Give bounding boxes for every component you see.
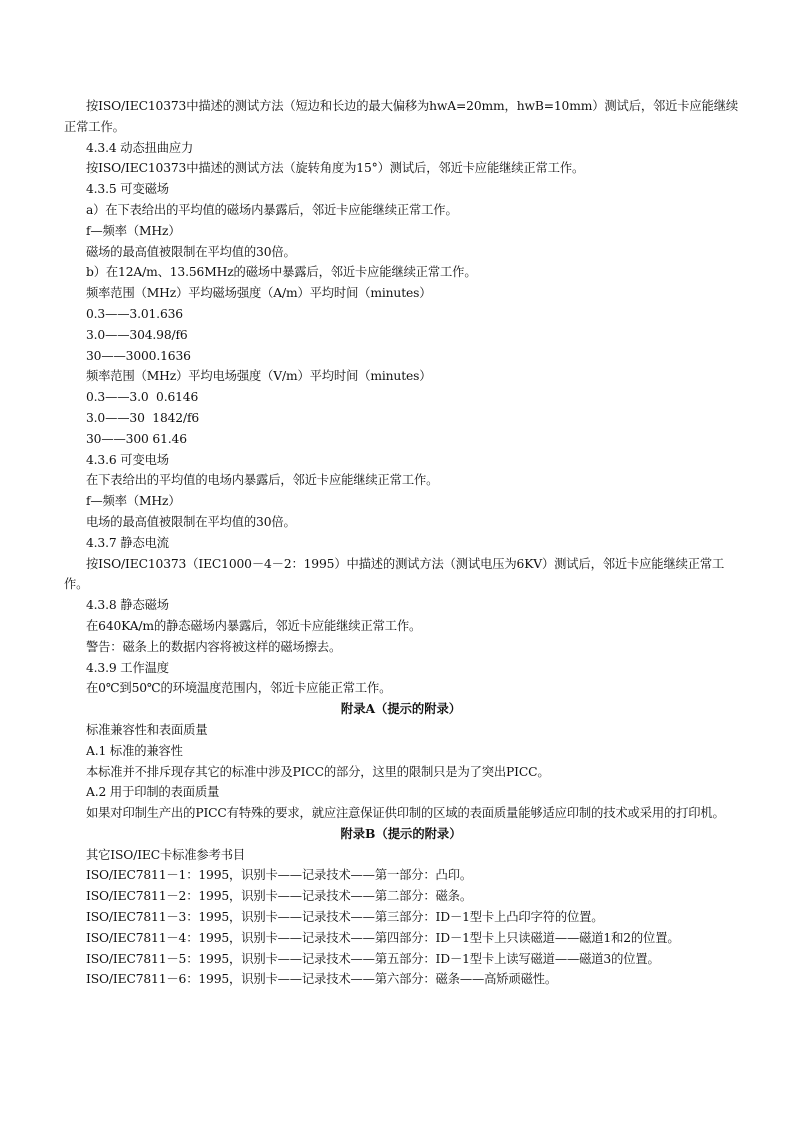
table-row-line: 30——3000.1636 xyxy=(86,348,191,363)
warning-text: 警告：磁条上的数据内容将被这样的磁场擦去。 xyxy=(86,639,342,654)
table-row-line: 3.0——30 1842/f6 xyxy=(86,410,200,425)
appendix-b-heading: 附录B（提示的附录） xyxy=(340,825,462,841)
table-row-line: 30——300 61.46 xyxy=(86,431,187,446)
paragraph: f—频率（MHz） xyxy=(86,223,181,238)
paragraph: 在下表给出的平均值的电场内暴露后，邻近卡应能继续正常工作。 xyxy=(86,473,439,488)
table-row-line: 3.0——304.98/f6 xyxy=(86,327,188,342)
paragraph: 磁场的最高值被限制在平均值的30倍。 xyxy=(86,244,296,259)
section-heading: 4.3.7 静态电流 xyxy=(86,535,169,550)
table-header-line: 频率范围（MHz）平均电场强度（V/m）平均时间（minutes） xyxy=(86,369,432,384)
section-heading: A.2 用于印制的表面质量 xyxy=(86,785,220,800)
paragraph: 按ISO/IEC10373中描述的测试方法（旋转角度为15°）测试后，邻近卡应能继续正常工作。 xyxy=(86,161,585,176)
appendix-a-title: 标准兼容性和表面质量 xyxy=(86,722,208,737)
reference-item: ISO/IEC7811－6：1995，识别卡——记录技术——第六部分：磁条——高矫顽磁性。 xyxy=(86,972,558,987)
section-heading: 4.3.9 工作温度 xyxy=(86,660,169,675)
section-heading: 4.3.8 静态磁场 xyxy=(86,598,169,613)
table-header-line: 频率范围（MHz）平均磁场强度（A/m）平均时间（minutes） xyxy=(86,286,432,301)
paragraph: f—频率（MHz） xyxy=(86,494,181,509)
paragraph: 本标准并不排斥现存其它的标准中涉及PICC的部分，这里的限制只是为了突出PICC。 xyxy=(86,764,550,779)
document-page xyxy=(64,96,738,990)
appendix-b-title: 其它ISO/IEC卡标准参考书目 xyxy=(86,847,246,862)
appendix-a-heading: 附录A（提示的附录） xyxy=(340,701,462,717)
reference-item: ISO/IEC7811－5：1995，识别卡——记录技术——第五部分：ID－1型卡上读写磁道——磁道3的位置。 xyxy=(86,951,660,966)
paragraph: 电场的最高值被限制在平均值的30倍。 xyxy=(86,514,296,529)
reference-item: ISO/IEC7811－4：1995，识别卡——记录技术——第四部分：ID－1型卡上只读磁道——磁道1和2的位置。 xyxy=(86,930,680,945)
paragraph: 在640KA/m的静态磁场内暴露后，邻近卡应能继续正常工作。 xyxy=(86,618,422,633)
reference-item: ISO/IEC7811－3：1995，识别卡——记录技术——第三部分：ID－1型卡上凸印字符的位置。 xyxy=(86,910,604,925)
paragraph: 如果对印制生产出的PICC有特殊的要求，就应注意保证供印制的区域的表面质量能够适应印制的技术或采用的打印机。 xyxy=(86,806,725,821)
paragraph: 按ISO/IEC10373（IEC1000－4－2：1995）中描述的测试方法（测试电压为6KV）测试后，邻近卡应能继续正常工作。 xyxy=(64,556,725,592)
paragraph: 按ISO/IEC10373中描述的测试方法（短边和长边的最大偏移为hwA=20mm，hwB=10mm）测试后，邻近卡应能继续正常工作。 xyxy=(64,99,739,134)
section-heading: A.1 标准的兼容性 xyxy=(86,743,183,758)
section-heading: 4.3.6 可变电场 xyxy=(86,452,169,467)
paragraph: 在0℃到50℃的环境温度范围内，邻近卡应能正常工作。 xyxy=(86,681,392,696)
paragraph: b）在12A/m、13.56MHz的磁场中暴露后，邻近卡应能继续正常工作。 xyxy=(86,265,477,280)
section-heading: 4.3.4 动态扭曲应力 xyxy=(86,140,194,155)
reference-item: ISO/IEC7811－1：1995，识别卡——记录技术——第一部分：凸印。 xyxy=(86,868,472,883)
section-heading: 4.3.5 可变磁场 xyxy=(86,182,169,197)
table-row-line: 0.3——3.01.636 xyxy=(86,306,183,321)
paragraph: a）在下表给出的平均值的磁场内暴露后，邻近卡应能继续正常工作。 xyxy=(86,202,458,217)
table-row-line: 0.3——3.0 0.6146 xyxy=(86,390,199,405)
reference-item: ISO/IEC7811－2：1995，识别卡——记录技术——第二部分：磁条。 xyxy=(86,889,472,904)
